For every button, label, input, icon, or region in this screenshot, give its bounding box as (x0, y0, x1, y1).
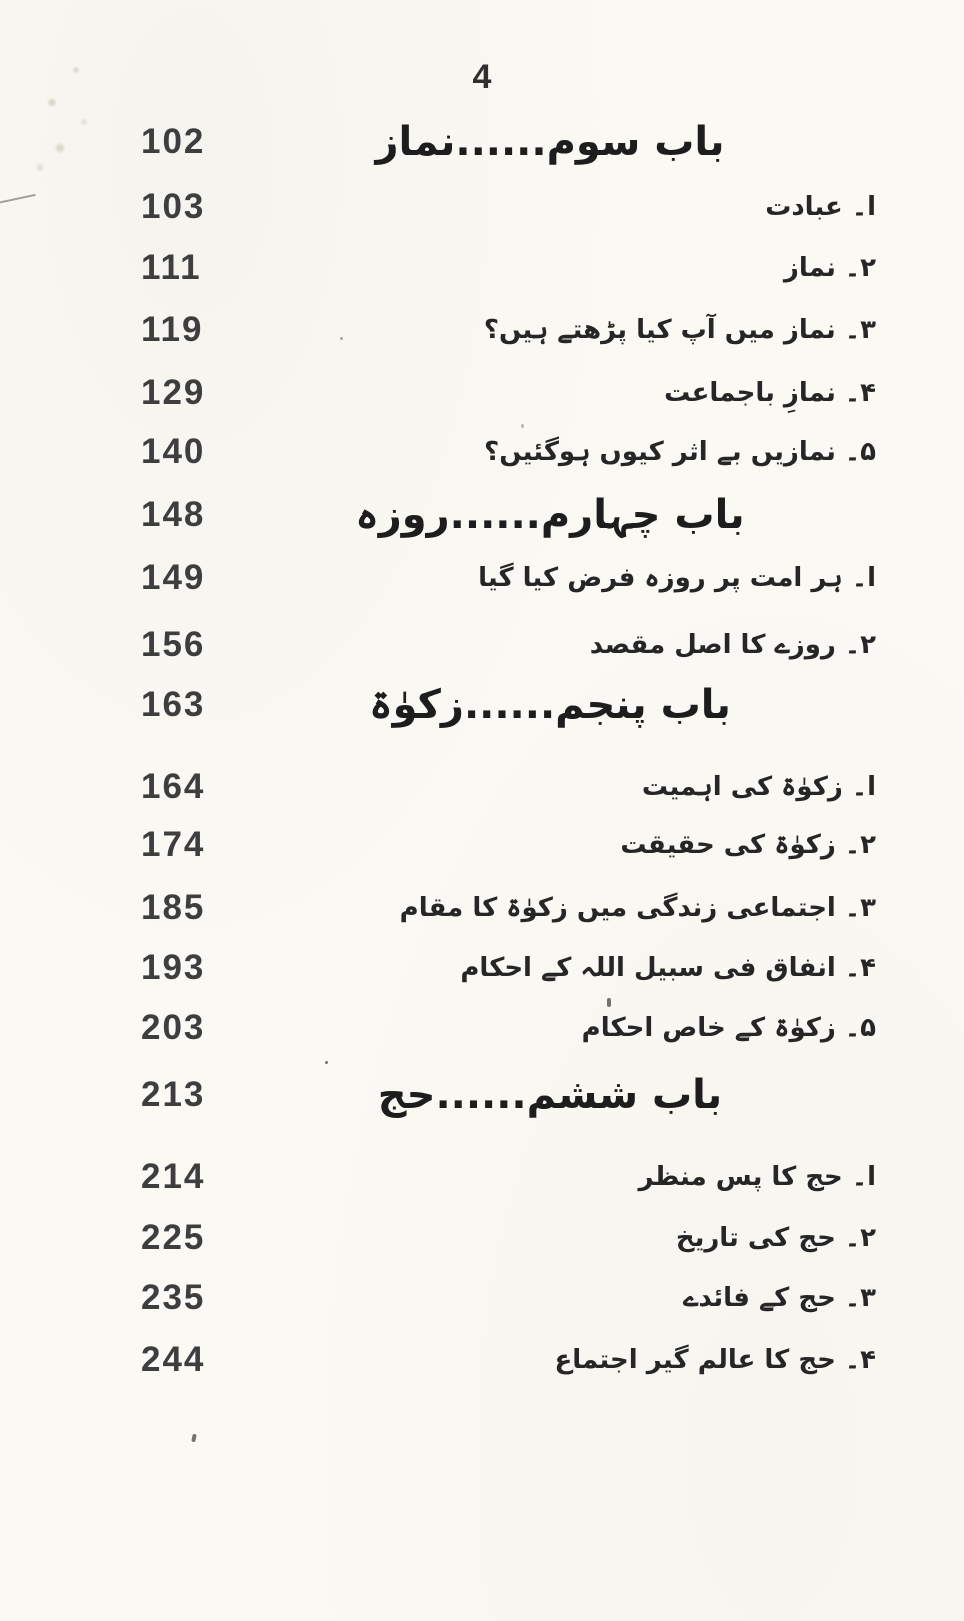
toc-entry-title: ا۔ عبادت (765, 192, 876, 222)
toc-page-number: 214 (141, 1157, 206, 1196)
toc-page-number: 225 (141, 1218, 206, 1257)
toc-entry-title: ۲۔ حج کی تاریخ (675, 1223, 876, 1253)
toc-entry-title: ۳۔ حج کے فائدے (683, 1283, 876, 1313)
scan-smudge (28, 44, 108, 174)
toc-page-number: 244 (141, 1340, 206, 1379)
toc-page-number: 235 (141, 1278, 206, 1317)
scan-speck (521, 424, 524, 428)
toc-page-number: 156 (141, 625, 206, 664)
page-number: 4 (472, 58, 492, 96)
toc-page-number: 185 (141, 888, 206, 927)
toc-page-number: 203 (141, 1008, 206, 1047)
toc-entry-title: ۵۔ نمازیں بے اثر کیوں ہوگئیں؟ (484, 437, 876, 467)
toc-page-number: 103 (141, 187, 206, 226)
toc-entry-title: ۴۔ نمازِ باجماعت (664, 378, 876, 408)
toc-row (0, 992, 964, 1064)
toc-entry-title: ۲۔ زکوٰۃ کی حقیقت (620, 830, 876, 860)
toc-page-number: 140 (141, 432, 206, 471)
toc-row (0, 669, 964, 741)
toc-page-number: 129 (141, 373, 206, 412)
scan-speck (607, 998, 611, 1007)
toc-page-number: 119 (141, 310, 204, 349)
toc-page-number: 193 (141, 948, 206, 987)
toc-page-number: 111 (141, 248, 202, 287)
toc-entry-title: ۲۔ نماز (783, 253, 876, 283)
toc-row (0, 1059, 964, 1131)
toc-entry-title: ۲۔ روزے کا اصل مقصد (589, 630, 876, 660)
toc-entry-title: ا۔ حج کا پس منظر (638, 1162, 876, 1192)
toc-entry-title: باب سوم......نماز (375, 119, 725, 165)
toc-entry-title: باب چہارم......روزہ (355, 492, 745, 538)
scan-speck (340, 337, 343, 340)
toc-row (0, 809, 964, 881)
toc-row (0, 294, 964, 366)
toc-entry-title: ا۔ زکوٰۃ کی اہمیت (641, 772, 876, 802)
toc-entry-title: ا۔ ہر امت پر روزہ فرض کیا گیا (478, 563, 876, 593)
toc-entry-title: ۵۔ زکوٰۃ کے خاص احکام (581, 1013, 876, 1043)
scan-speck (325, 1061, 328, 1064)
toc-page-number: 148 (141, 495, 206, 534)
toc-page-number: 213 (141, 1075, 206, 1114)
toc-page-number: 174 (141, 825, 206, 864)
toc-entry-title: ۳۔ نماز میں آپ کیا پڑھتے ہیں؟ (483, 315, 876, 345)
toc-row (0, 479, 964, 551)
toc-page-number: 102 (141, 122, 206, 161)
toc-entry-title: ۴۔ حج کا عالم گیر اجتماع (554, 1345, 876, 1375)
toc-entry-title: ۴۔ انفاق فی سبیل اللہ کے احکام (460, 953, 876, 983)
toc-row (0, 416, 964, 488)
toc-page-number: 149 (141, 558, 206, 597)
toc-row (0, 542, 964, 614)
toc-entry-title: ۳۔ اجتماعی زندگی میں زکوٰۃ کا مقام (399, 893, 876, 923)
toc-entry-title: باب ششم......حج (377, 1072, 723, 1118)
toc-page-number: 164 (141, 767, 206, 806)
toc-row (0, 1324, 964, 1396)
toc-row (0, 106, 964, 178)
toc-page-number: 163 (141, 685, 206, 724)
toc-entry-title: باب پنجم......زکوٰۃ (369, 682, 731, 728)
